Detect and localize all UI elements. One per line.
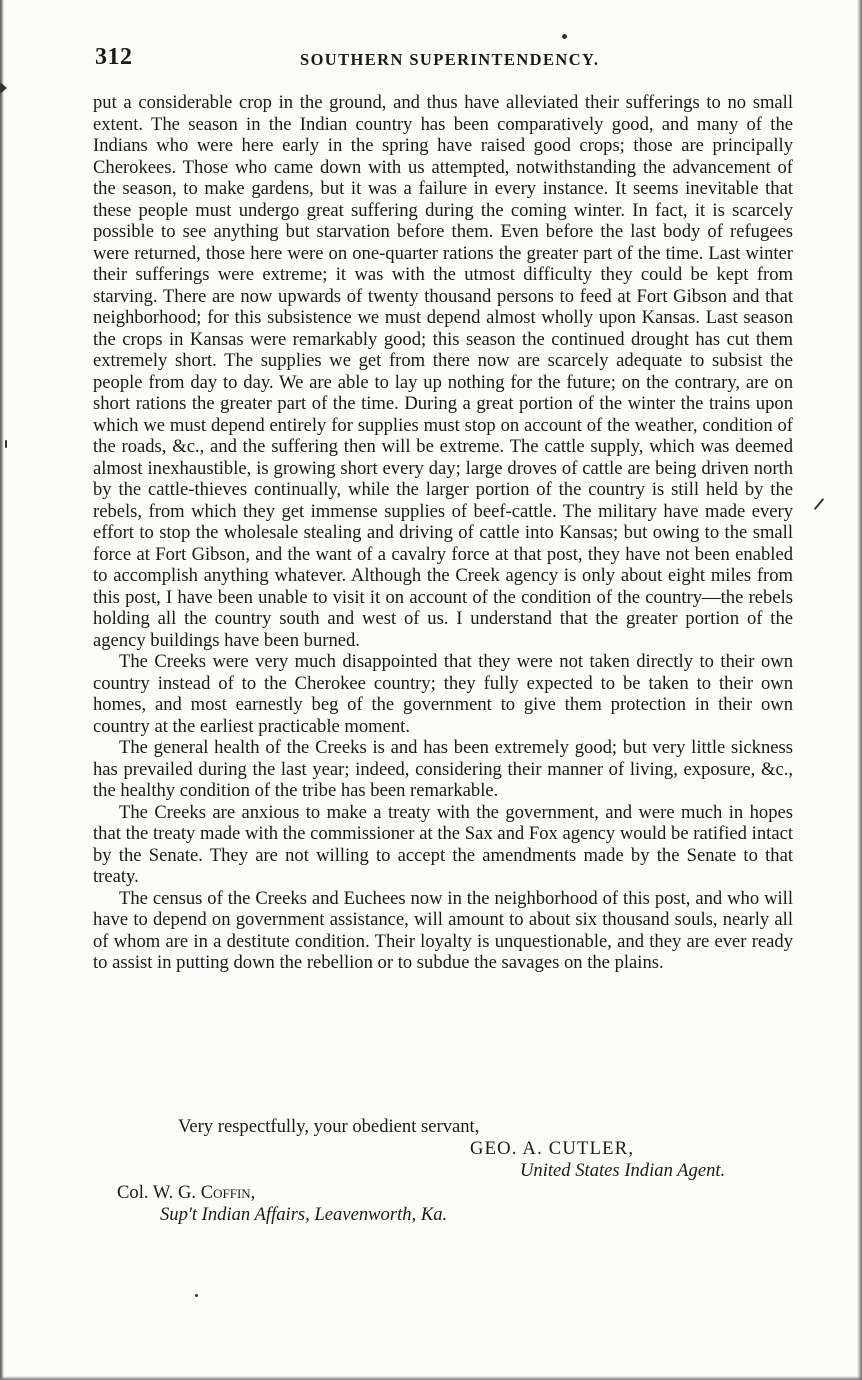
ink-speck — [562, 34, 567, 39]
signature-title: United States Indian Agent. — [520, 1160, 726, 1181]
addressee-name — [117, 1182, 255, 1204]
addressee-surname: Coffin, — [200, 1182, 256, 1203]
paragraph: The Creeks are anxious to make a treaty with the government, and were much in hopes that the treaty made with the commissioner at the Sax and Fox agency would be ratified intact by the Senate. They are not willing to accept the amendments made by the Senate to that treaty. — [93, 801, 793, 887]
addressee-prefix: Col. W. G. — [117, 1182, 201, 1203]
letter-body — [93, 92, 793, 974]
margin-mark — [814, 498, 825, 510]
signature-name: GEO. A. CUTLER, — [470, 1138, 635, 1159]
addressee-title: Sup't Indian Affairs, Leavenworth, Ka. — [160, 1204, 448, 1225]
margin-mark — [0, 82, 7, 94]
scan-edge-bottom — [0, 1376, 862, 1380]
ink-speck — [195, 1294, 198, 1297]
running-head: SOUTHERN SUPERINTENDENCY. — [300, 50, 600, 69]
paragraph: The Creeks were very much disappointed that they were not taken directly to their own country instead of to the Cherokee country; they fully expected to be taken to their own homes, and most earnestly beg of the government to give them protection in their own country at the earliest practicable moment. — [93, 651, 793, 737]
margin-mark — [5, 440, 7, 448]
paragraph: The general health of the Creeks is and has been extremely good; but very little sickness has prevailed during the last year; indeed, considering their manner of living, exposure, &c., the healthy condition of the tribe has been remarkable. — [93, 737, 793, 801]
page-header — [95, 44, 795, 76]
page-number: 312 — [95, 44, 133, 70]
scan-edge-left — [0, 0, 4, 1380]
scan-edge-right — [857, 0, 862, 1380]
closing-line: Very respectfully, your obedient servant, — [178, 1116, 480, 1137]
paragraph: put a considerable crop in the ground, and thus have alleviated their sufferings to no small extent. The season in the Indian country has been comparatively good, and many of the Indians who were here early in the spring have raised good crops; those are principally Cherokees. Those who came down with us attempted, notwithstanding the advancement of the season, to make gardens, but it was a failure in every instance. It seems inevitable that these people must undergo great suffering during the coming winter. In fact, it is scarcely possible to see anything but starvation before them. Even before the last body of refugees were returned, those here were on one-quarter rations the greater part of the time. Last winter their sufferings were extreme; it was with the utmost difficulty they could be kept from starving. There are now upwards of twenty thousand persons to feed at Fort Gibson and that neighborhood; for this subsistence we must depend almost wholly upon Kansas. Last season the crops in Kansas were remarkably good; this season the continued drought has cut them extremely short. The supplies we get from there now are scarcely adequate to subsist the people from day to day. We are able to lay up nothing for the future; on the contrary, are on short rations the greater part of the time. During a great portion of the winter the trains upon which we must depend entirely for supplies must stop on account of the weather, condition of the roads, &c., and the suffering then will be extreme. The cattle supply, which was deemed almost inexhaustible, is growing short every day; large droves of cattle are being driven north by the cattle-thieves continually, while the larger portion of the country is still held by the rebels, from which they get immense supplies of beef-cattle. The military have made every effort to stop the wholesale stealing and driving of cattle into Kansas; but owing to the small force at Fort Gibson, and the want of a cavalry force at that post, they have not been enabled to accomplish anything whatever. Although the Creek agency is only about eight miles from this post, I have been unable to visit it on account of the condition of the country—the rebels holding all the country south and west of us. I understand that the greater portion of the agency buildings have been burned. — [93, 92, 793, 651]
paragraph: The census of the Creeks and Euchees now in the neighborhood of this post, and who will have to depend on government assistance, will amount to about six thousand souls, nearly all of whom are in a destitute condition. Their loyalty is unquestionable, and they are ever ready to assist in putting down the rebellion or to subdue the savages on the plains. — [93, 887, 793, 973]
